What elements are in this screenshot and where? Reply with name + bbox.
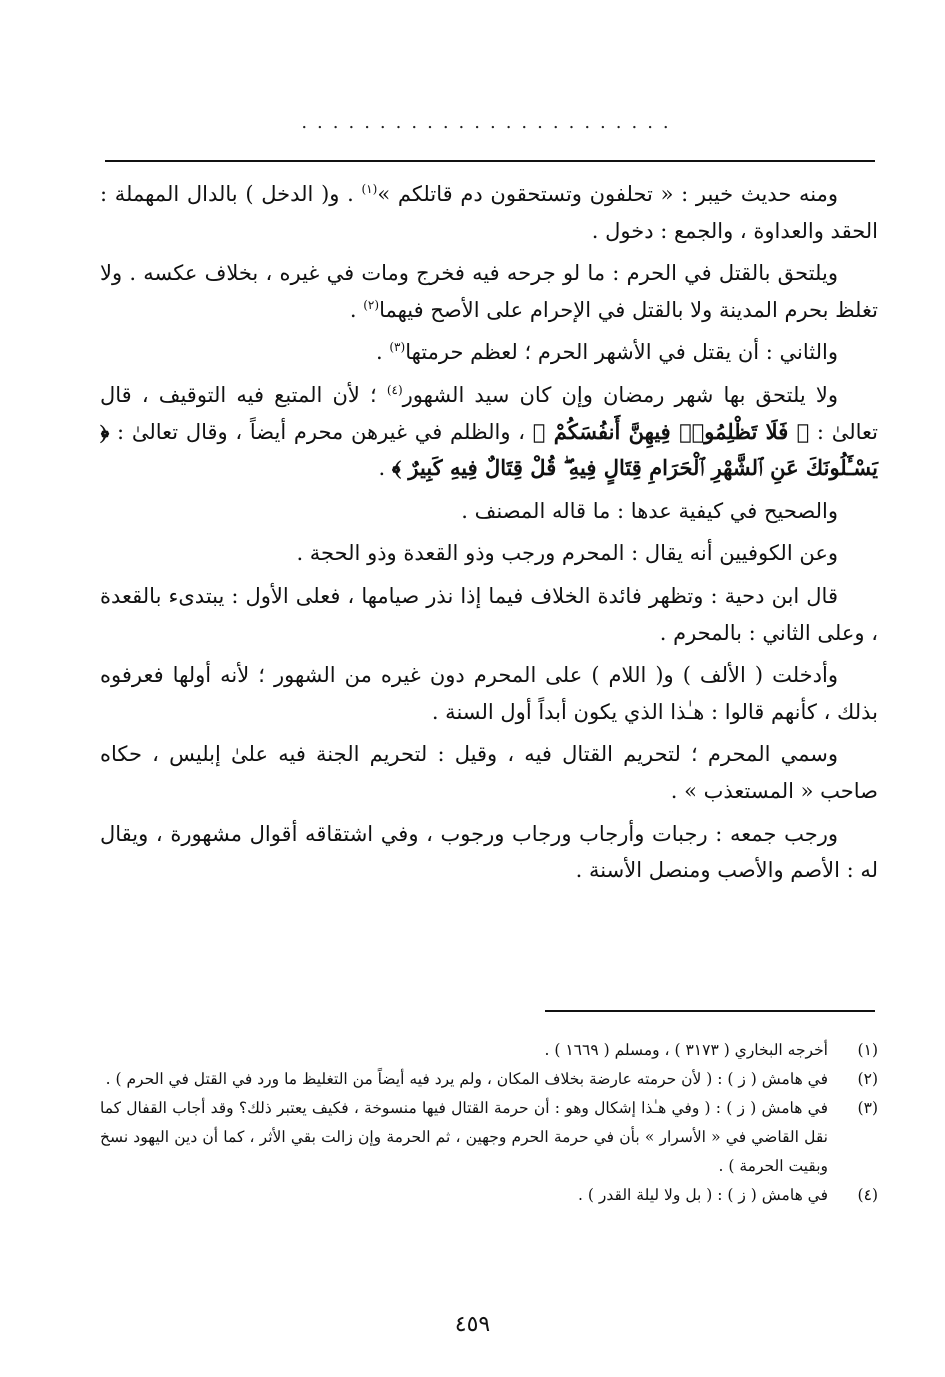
paragraph <box>100 377 878 487</box>
text-run: قال ابن دحية : وتظهر فائدة الخلاف فيما إذا نذر صيامها ، فعلى الأول : يبتدىء بالقعدة ، وعلى الثاني : بالمحرم . <box>100 583 878 645</box>
quran-verse: ﴿ يَسْـَٔلُونَكَ عَنِ ٱلشَّهْرِ ٱلْحَرَامِ قِتَالٍ فِيهِ ۖ قُلْ قِتَالٌ فِيهِ كَبِيرٌ ﴾ <box>100 418 878 481</box>
paragraph <box>100 334 878 371</box>
footnote-number: (٤) <box>857 1186 878 1204</box>
paragraph <box>100 578 878 651</box>
quran-verse: ﴿ فَلَا تَظْلِمُوا۟ فِيهِنَّ أَنفُسَكُمْ ﴾ <box>532 418 810 444</box>
text-run: . و( الدخل ) بالدال المهملة : الحقد والعداوة ، والجمع : دخول . <box>100 182 878 243</box>
footnote-number: (٣) <box>857 1099 878 1117</box>
header-ornament-dots: ........................ <box>301 112 679 133</box>
footnotes <box>100 1036 878 1210</box>
text-run: . <box>349 297 364 322</box>
paragraph <box>100 176 878 249</box>
footnote-number: (١) <box>857 1041 878 1059</box>
text-run: ويلتحق بالقتل في الحرم : ما لو جرحه فيه فخرج ومات في غيره ، بخلاف عكسه . ولا تغلظ بحرم المدينة ولا بالقتل في الإحرام على الأصح فيهما <box>100 261 878 322</box>
paragraph <box>100 816 878 889</box>
footnote-reference: (٢) <box>363 297 380 312</box>
text-run: وأدخلت ( الألف ) و( اللام ) على المحرم دون غيره من الشهور ؛ لأنه أولها فعرفوه بذلك ، كأنهم قالوا : هـٰذا الذي يكون أبداً أول السنة . <box>100 663 878 724</box>
main-text <box>100 176 878 895</box>
text-run: ، والظلم في غيرهن محرم أيضاً ، وقال تعالىٰ : <box>109 419 533 444</box>
text-run: . <box>378 456 392 481</box>
text-run: ولا يلتحق بها شهر رمضان وإن كان سيد الشهور <box>402 382 838 407</box>
footnote-separator <box>545 1010 875 1012</box>
footnote-number: (٢) <box>857 1070 878 1088</box>
text-run: . <box>376 340 390 365</box>
footnote <box>100 1094 878 1181</box>
footnote <box>100 1036 878 1065</box>
paragraph <box>100 657 878 730</box>
footnote-text: في هامش ( ز ) : ( لأن حرمته عارضة بخلاف المكان ، ولم يرد فيه أيضاً من التغليظ ما ورد في القتل في الحرم ) . <box>105 1070 828 1088</box>
text-run: ومنه حديث خيبر : « تحلفون وتستحقون دم قاتلكم » <box>377 182 838 206</box>
footnote-text: أخرجه البخاري ( ٣١٧٣ ) ، ومسلم ( ١٦٦٩ ) . <box>544 1041 828 1059</box>
footnote-text: في هامش ( ز ) : ( بل ولا ليلة القدر ) . <box>578 1186 828 1204</box>
header-rule <box>105 160 875 162</box>
footnote-text: في هامش ( ز ) : ( وفي هـٰذا إشكال وهو : أن حرمة القتال فيها منسوخة ، فكيف يعتبر ذلك؟ وقد أجاب القفال كما نقل القاضي في « الأسرار » بأن في حرمة الحرم وجهين ، ثم الحرمة وإن زالت بقي الأثر ، كما أن دين اليهود نسخ وبقيت الحرمة ) . <box>100 1099 828 1175</box>
page-number: ٤٥٩ <box>454 1312 491 1337</box>
text-run: والصحيح في كيفية عدها : ما قاله المصنف . <box>461 498 838 523</box>
footnote-reference: (٣) <box>389 340 406 355</box>
text-run: ورجب جمعه : رجبات وأرجاب ورجاب ورجوب ، وفي اشتقاقه أقوال مشهورة ، ويقال له : الأصم والأصب ومنصل الأسنة . <box>100 821 878 883</box>
paragraph <box>100 255 878 328</box>
text-run: وسمي المحرم ؛ لتحريم القتال فيه ، وقيل : لتحريم الجنة فيه علىٰ إبليس ، حكاه صاحب « المستعذب » . <box>100 742 878 803</box>
footnote <box>100 1065 878 1094</box>
paragraph <box>100 535 878 572</box>
footnote-reference: (٤) <box>386 382 403 397</box>
text-run: ؛ لأن المتبع فيه التوقيف ، قال تعالىٰ : <box>100 382 879 444</box>
footnote-reference: (١) <box>361 182 378 196</box>
footnote <box>100 1181 878 1210</box>
text-run: والثاني : أن يقتل في الأشهر الحرم ؛ لعظم حرمتها <box>405 340 838 365</box>
paragraph <box>100 736 878 809</box>
text-run: وعن الكوفيين أنه يقال : المحرم ورجب وذو القعدة وذو الحجة . <box>296 541 838 566</box>
paragraph <box>100 493 878 530</box>
